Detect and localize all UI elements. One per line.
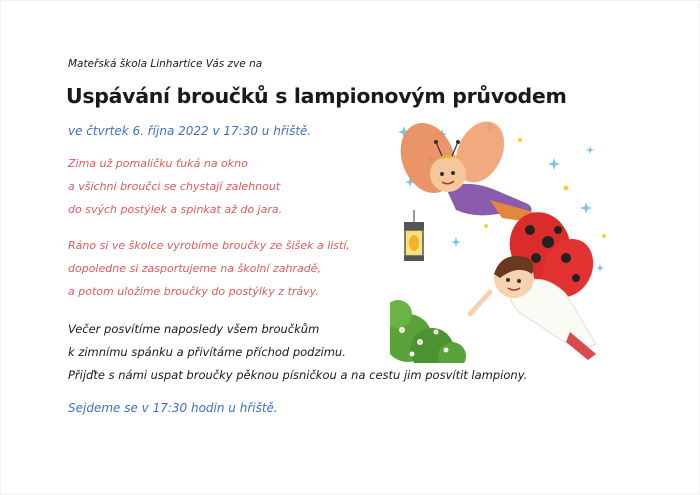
fireflies-with-lantern-icon (390, 118, 620, 363)
paragraph-line: a všichni broučci se chystají zalehnout (68, 180, 281, 193)
date-line: ve čtvrtek 6. října 2022 v 17:30 u hřiště. (68, 124, 312, 138)
paragraph-line: Přijďte s námi uspat broučky pěknou písničkou a na cestu jim posvítit lampiony. (68, 368, 528, 382)
paragraph-program (68, 234, 350, 303)
paragraph-line: do svých postýlek a spinkat až do jara. (68, 203, 283, 216)
intro-text: Mateřská škola Linhartice Vás zve na (68, 58, 263, 70)
paragraph-line: k zimnímu spánku a přivítáme příchod podzimu. (68, 345, 346, 359)
paragraph-line: Ráno si ve školce vyrobíme broučky ze šišek a listí, (68, 239, 350, 252)
paragraph-line: Zima už pomaličku ťuká na okno (68, 157, 248, 170)
bushes (390, 300, 466, 363)
paragraph-line: Večer posvítíme naposledy všem broučkům (68, 322, 320, 336)
illustration-svg (390, 118, 620, 363)
closing-line: Sejdeme se v 17:30 hodin u hřiště. (68, 401, 278, 415)
paragraph-line: dopoledne si zasportujeme na školní zahradě, (68, 262, 321, 275)
paragraph-line: a potom uložíme broučky do postýlky z trávy. (68, 285, 319, 298)
page-title: Uspávání broučků s lampionovým průvodem (66, 84, 567, 108)
ladybird-girl (470, 205, 602, 360)
lantern-icon (404, 210, 424, 261)
paragraph-winter (68, 152, 282, 221)
